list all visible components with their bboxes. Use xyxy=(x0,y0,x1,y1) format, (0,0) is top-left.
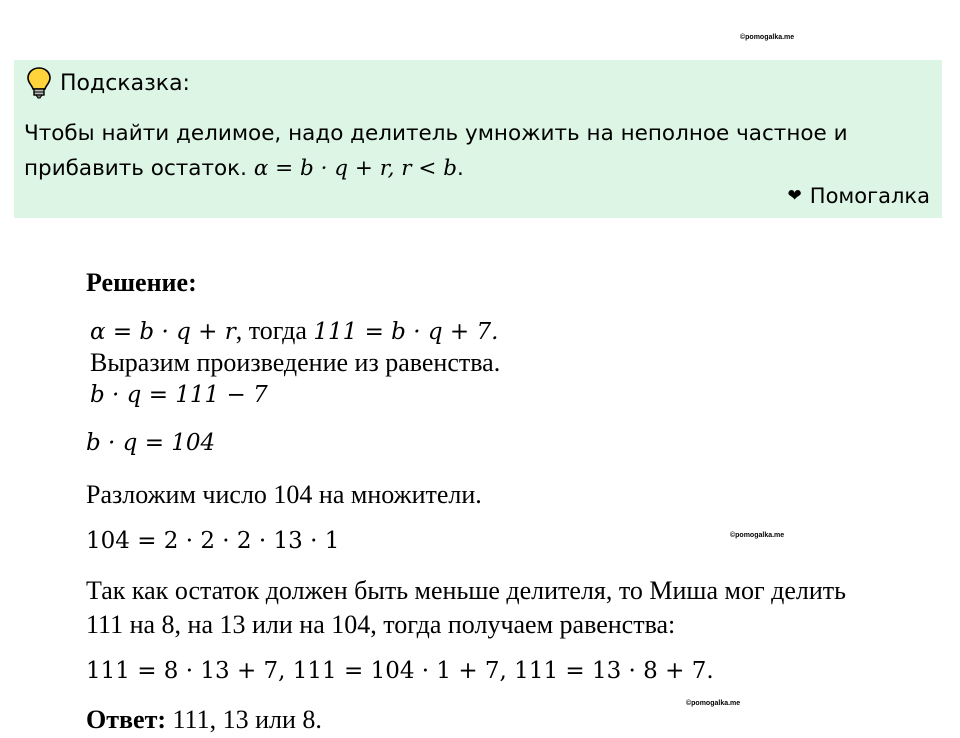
hint-title: Подсказка: xyxy=(60,70,190,96)
solution-heading: Решение: xyxy=(86,268,197,297)
hint-header xyxy=(26,66,190,100)
answer-label: Ответ: xyxy=(86,705,167,734)
solution-line-3: b · q = 111 − 7 xyxy=(90,382,268,408)
formula-111: 111 = b · q + 7. xyxy=(313,319,499,345)
hint-formula-end: . xyxy=(457,156,464,181)
solution-line-1 xyxy=(90,316,498,346)
hint-text-line2 xyxy=(24,151,924,186)
solution-line-4: b · q = 104 xyxy=(86,430,216,456)
watermark-middle: ©pomogalka.me xyxy=(730,532,785,539)
hint-text-prefix: прибавить остаток. xyxy=(24,156,247,181)
watermark-bottom: ©pomogalka.me xyxy=(686,700,741,707)
hint-text xyxy=(24,116,924,186)
solution-line-5: Разложим число 104 на множители. xyxy=(86,480,482,509)
solution-line-7: Так как остаток должен быть меньше делителя, то Миша мог делить xyxy=(86,576,846,605)
solution-line-6: 104 = 2 · 2 · 2 · 13 · 1 xyxy=(86,528,340,554)
brand-label xyxy=(788,184,930,208)
solution-line-9: 111 = 8 · 13 + 7, 111 = 104 · 1 + 7, 111 = 13 · 8 + 7. xyxy=(86,658,714,684)
watermark-top: ©pomogalka.me xyxy=(740,34,795,41)
formula-alpha: α = b · q + r xyxy=(90,319,236,345)
hint-text-line1: Чтобы найти делимое, надо делитель умножить на неполное частное и xyxy=(24,121,848,146)
solution-line-2: Выразим произведение из равенства. xyxy=(90,348,501,377)
brand-name: Помогалка xyxy=(809,184,930,208)
solution-line-8: 111 на 8, на 13 или на 104, тогда получаем равенства: xyxy=(86,610,676,639)
heart-icon: ❤ xyxy=(787,186,802,206)
answer-line xyxy=(86,705,322,735)
hint-formula: α = b · q + r, r < b xyxy=(253,156,458,181)
text-togda: , тогда xyxy=(235,316,314,345)
answer-value: 111, 13 или 8. xyxy=(166,705,322,734)
hint-box xyxy=(14,60,942,218)
lightbulb-icon xyxy=(26,66,52,100)
